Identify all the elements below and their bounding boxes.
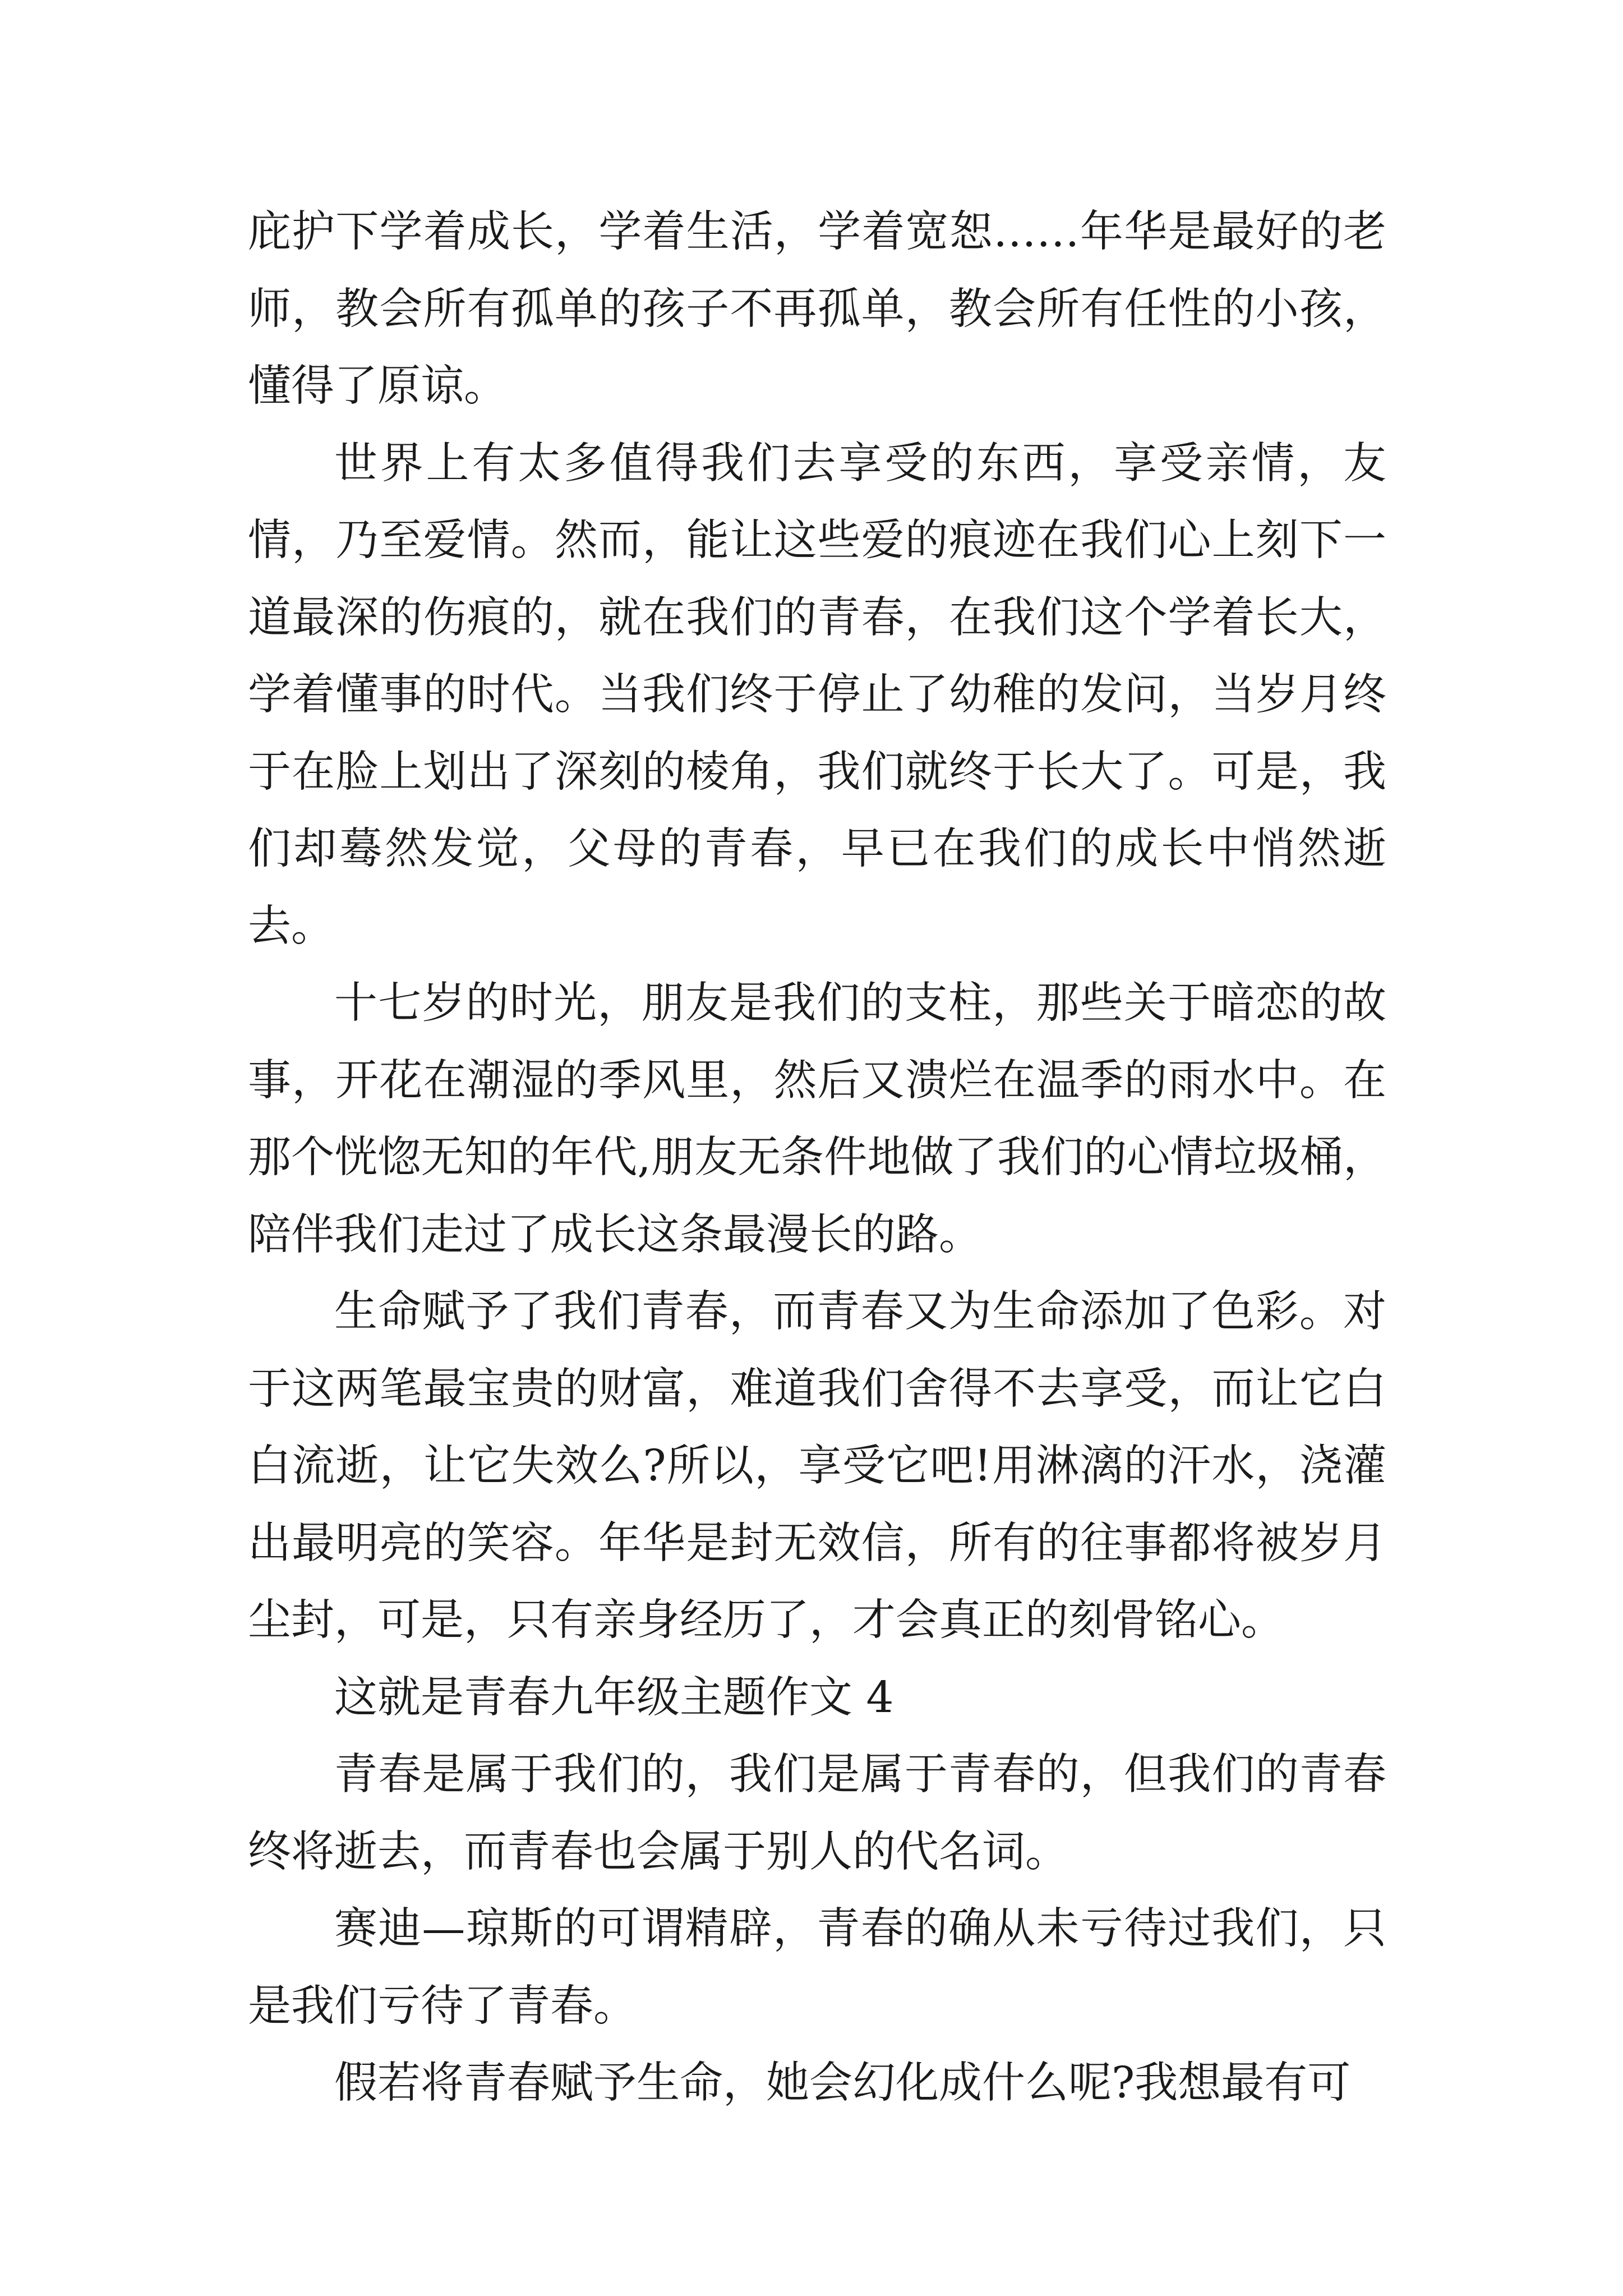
section-heading: 这就是青春九年级主题作文 4: [334, 1672, 894, 1723]
paragraph-3: 十七岁的时光，朋友是我们的支柱，那些关于暗恋的故事，开花在潮湿的季风里，然后又溃烂在温季的雨水中。在那个恍惚无知的年代,朋友无条件地做了我们的心情垃圾桶，陪伴我们走过了成长这条最漫长的路。: [248, 978, 1386, 1260]
paragraph-7: 假若将青春赋予生命，她会幻化成什么呢?我想最有可: [334, 2058, 1351, 2108]
paragraph-6: 赛迪—琼斯的可谓精辟，青春的确从未亏待过我们，只是我们亏待了青春。: [248, 1904, 1386, 2031]
paragraph-1: 庇护下学着成长，学着生活，学着宽恕……年华是最好的老师，教会所有孤单的孩子不再孤单，教会所有任性的小孩，懂得了原谅。: [248, 207, 1386, 411]
document-body: [248, 194, 1386, 2122]
paragraph-4: 生命赋予了我们青春，而青春又为生命添加了色彩。对于这两笔最宝贵的财富，难道我们舍得不去享受，而让它白白流逝，让它失效么?所以，享受它吧!用淋漓的汗水，浇灌出最明亮的笑容。年华是封无效信，所有的往事都将被岁月尘封，可是，只有亲身经历了，才会真正的刻骨铭心。: [248, 1287, 1386, 1645]
paragraph-2: 世界上有太多值得我们去享受的东西，享受亲情，友情，乃至爱情。然而，能让这些爱的痕迹在我们心上刻下一道最深的伤痕的，就在我们的青春，在我们这个学着长大，学着懂事的时代。当我们终于停止了幼稚的发问，当岁月终于在脸上划出了深刻的棱角，我们就终于长大了。可是，我们却蓦然发觉，父母的青春，早已在我们的成长中悄然逝去。: [248, 438, 1386, 951]
paragraph-5: 青春是属于我们的，我们是属于青春的，但我们的青春终将逝去，而青春也会属于别人的代名词。: [248, 1750, 1386, 1877]
